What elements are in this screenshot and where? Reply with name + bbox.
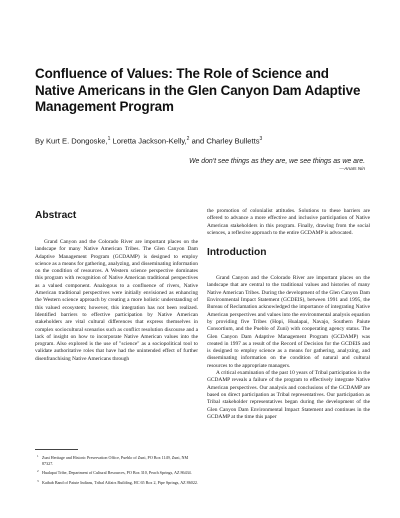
affiliation-mark: 1 (107, 136, 111, 142)
introduction-paragraph: Grand Canyon and the Colorado River are important places on the landscape that are central to the traditional values and histories of many Native American Tribes. During the development of the Glen Canyon Dam Environmental Impact Statement (GCDEIS), between 1991 and 1995, the Bureau of Reclamation acknowledged the importance of integrating Native American perspectives and values into the environmental analysis equation by providing five Tribes (Hopi, Hualapai, Navajo, Southern Paiute Consortium, and the Pueblo of Zuni) with cooperating agency status. The Glen Canyon Dam Adaptive Management Program (GCDAMP) was created in 1997 as a result of the Record of Decision for the GCDEIS and is designed to employ science as a means for gathering, analyzing, and disseminating information on the condition of natural and cultural resources to the appropriate managers. (207, 275, 370, 369)
right-column (207, 208, 370, 421)
affiliation-mark: 2 (186, 136, 190, 142)
epigraph-quote: We don't see things as they are, we see things as we are. (189, 158, 365, 165)
footnote-mark: 3 (37, 479, 39, 484)
paper-title: Confluence of Values: The Role of Science and Native Americans in the Glen Canyon Dam Adaptive Management Program (35, 66, 361, 115)
footnote-text: Kaibab Band of Paiute Indians, Tribal Affairs Building, HC 65 Box 2, Pipe Springs, AZ 86022. (42, 480, 198, 486)
author-name: Loretta Jackson-Kelly, (110, 136, 187, 146)
footnote-mark: 2 (37, 469, 39, 474)
abstract-heading: Abstract (35, 210, 77, 221)
author-name: Kurt E. Dongoske, (45, 136, 108, 146)
epigraph-source: —Anaïs Nin (339, 167, 365, 172)
footnote (35, 470, 198, 476)
abstract-continued: the promotion of colonialist attitudes. Solutions to these barriers are offered to advance a more effective and inclusive participation of Native American stakeholders in this program. Finally, drawing from the social sciences, a reflexive approach to the entire GCDAMP is advocated. (207, 208, 370, 236)
abstract-paragraph: Grand Canyon and the Colorado River are important places on the landscape for many Native American Tribes. The Glen Canyon Dam Adaptive Management Program (GCDAMP) is designed to employ science as a means for gathering, analyzing, and disseminating information on the condition of resources. A Western science perspective dominates this program with recognition of Native American traditional perspectives as a valued component. Analogous to a confluence of rivers, Native American traditional perspectives were initially envisioned as enhancing the Western science approach by creating a more holistic understanding of this valued ecosystem; however, this integration has not been realized. Identified barriers to effective participation by Native American stakeholders are vital cultural differences that express themselves in complex sociocultural scenarios such as conflict resolution discourse and a lack of insight on how to incorporate Native American values into the program. Also explored is the use of "science" as a sociopolitical tool to validate authoritative roles that have had the unintended effect of further disenfranchising Native Americans through (35, 239, 198, 362)
footnote-mark: 1 (37, 454, 39, 458)
author-name: and Charley Bulletts (189, 136, 260, 146)
footnote-text: Zuni Heritage and Historic Preservation Office, Pueblo of Zuni, PO Box 1149, Zuni, NM 87327. (42, 455, 189, 466)
footnote (35, 480, 198, 486)
introduction-paragraph: A critical examination of the past 10 years of Tribal participation in the GCDAMP reveals a failure of the program to effectively integrate Native American perspectives. Our analysis and conclusions of the GCDAMP are based on direct participation as Tribal representatives. Our participation as Tribal stakeholder representatives began during the development of the Glen Canyon Dam Environmental Impact Statement and continues in the GCDAMP at the time this paper (207, 370, 370, 420)
author-prefix: By (35, 136, 46, 146)
footnotes (35, 455, 198, 490)
footnote-text: Hualapai Tribe, Department of Cultural Resources, PO Box 310, Peach Springs, AZ 86434. (42, 470, 192, 476)
author-line (35, 134, 375, 147)
introduction-heading: Introduction (207, 247, 267, 259)
affiliation-mark: 3 (259, 136, 263, 142)
footnote (35, 455, 198, 466)
left-column (35, 210, 198, 363)
footnote-divider (35, 449, 78, 450)
